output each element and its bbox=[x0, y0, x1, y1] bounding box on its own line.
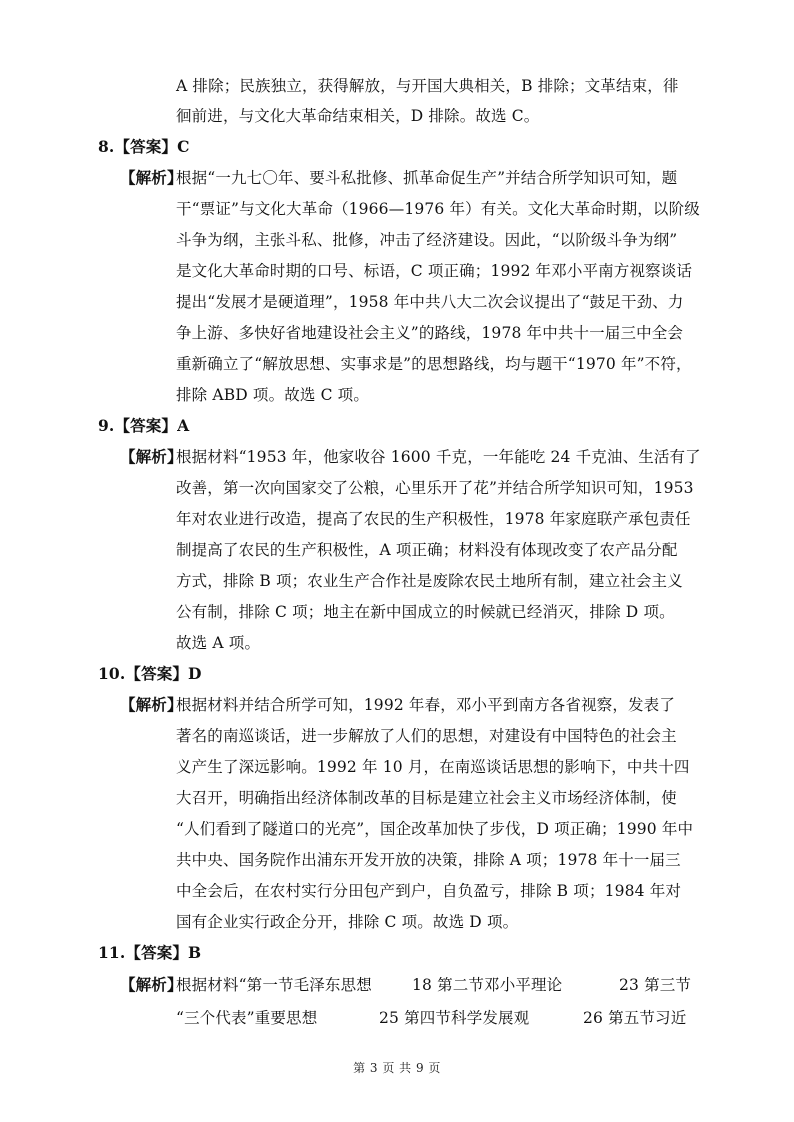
answer-heading-10 bbox=[98, 664, 202, 684]
page-footer: 第 3 页 共 9 页 bbox=[353, 1061, 441, 1075]
answer-heading-8 bbox=[98, 137, 190, 157]
text-line: A 排除；民族独立，获得解放，与开国大典相关，B 排除；文革结束，徘 bbox=[176, 77, 679, 95]
analysis-line: 方式，排除 B 项；农业生产合作社是废除农民土地所有制，建立社会主义 bbox=[176, 572, 683, 590]
analysis-cell: 18 第二节邓小平理论 bbox=[412, 976, 563, 994]
analysis-cell: 23 第三节 bbox=[619, 976, 692, 994]
analysis-cell: 根据材料“第一节毛泽东思想 bbox=[176, 976, 372, 994]
answer-heading-9 bbox=[98, 416, 189, 436]
analysis-line: 年对农业进行改造，提高了农民的生产积极性，1978 年家庭联产承包责任 bbox=[176, 510, 691, 528]
analysis-line: 斗争为纲，主张斗私、批修，冲击了经济建设。因此，“以阶级斗争为纲” bbox=[176, 231, 678, 249]
answer-value: A bbox=[177, 416, 190, 435]
analysis-line: 是文化大革命时期的口号、标语，C 项正确；1992 年邓小平南方视察谈话 bbox=[176, 262, 693, 280]
answer-value: D bbox=[188, 664, 202, 683]
analysis-line: 改善，第一次向国家交了公粮，心里乐开了花”并结合所学知识可知，1953 bbox=[176, 479, 694, 497]
text-line: 徊前进，与文化大革命结束相关，D 排除。故选 C。 bbox=[176, 107, 540, 125]
answer-tag: 【答案】 bbox=[114, 137, 178, 156]
analysis-cell: “三个代表”重要思想 bbox=[176, 1009, 318, 1027]
analysis-line: 干“票证”与文化大革命（1966—1976 年）有关。文化大革命时期，以阶级 bbox=[176, 200, 700, 218]
answer-tag: 【答案】 bbox=[125, 664, 189, 683]
analysis-line: 公有制，排除 C 项；地主在新中国成立的时候就已经消灭，排除 D 项。 bbox=[176, 603, 675, 621]
analysis-line: 著名的南巡谈话，进一步解放了人们的思想，对建设有中国特色的社会主 bbox=[176, 727, 677, 745]
analysis-line: 大召开，明确指出经济体制改革的目标是建立社会主义市场经济体制，使 bbox=[176, 789, 677, 807]
analysis-line: 义产生了深远影响。1992 年 10 月，在南巡谈话思想的影响下，中共十四 bbox=[176, 758, 690, 776]
analysis-line: 故选 A 项。 bbox=[176, 634, 261, 652]
analysis-line: 中全会后，在农村实行分田包产到户，自负盈亏，排除 B 项；1984 年对 bbox=[176, 882, 682, 900]
analysis-line: 排除 ABD 项。故选 C 项。 bbox=[176, 386, 369, 404]
analysis-line: 根据材料并结合所学可知，1992 年春，邓小平到南方各省视察，发表了 bbox=[176, 696, 675, 714]
answer-heading-11 bbox=[98, 943, 201, 963]
question-number: 11. bbox=[98, 943, 126, 962]
analysis-line: 根据“一九七〇年、要斗私批修、抓革命促生产”并结合所学知识可知，题 bbox=[176, 169, 678, 187]
answer-value: B bbox=[188, 943, 202, 962]
analysis-cell: 25 第四节科学发展观 bbox=[379, 1009, 530, 1027]
answer-value: C bbox=[177, 137, 190, 156]
analysis-line: 提出“发展才是硬道理”，1958 年中共八大二次会议提出了“鼓足干劲、力 bbox=[176, 293, 684, 311]
analysis-line: “人们看到了隧道口的光亮”，国企改革加快了步伐，D 项正确；1990 年中 bbox=[176, 820, 694, 838]
analysis-line: 共中央、国务院作出浦东开发开放的决策，排除 A 项；1978 年十一届三 bbox=[176, 851, 681, 869]
answer-tag: 【答案】 bbox=[125, 943, 189, 962]
question-number: 9. bbox=[98, 416, 115, 435]
analysis-line: 争上游、多快好省地建设社会主义”的路线，1978 年中共十一届三中全会 bbox=[176, 324, 684, 342]
answer-tag: 【答案】 bbox=[114, 416, 178, 435]
analysis-tag: 【解析】 bbox=[120, 168, 183, 187]
analysis-cell: 26 第五节习近 bbox=[583, 1009, 687, 1027]
analysis-tag: 【解析】 bbox=[120, 975, 183, 994]
analysis-line: 根据材料“1953 年，他家收谷 1600 千克，一年能吃 24 千克油、生活有了 bbox=[176, 448, 701, 466]
analysis-line: 重新确立了“解放思想、实事求是”的思想路线，均与题干“1970 年”不符， bbox=[176, 355, 692, 373]
analysis-line: 制提高了农民的生产积极性，A 项正确；材料没有体现改变了农产品分配 bbox=[176, 541, 678, 559]
analysis-line: 国有企业实行政企分开，排除 C 项。故选 D 项。 bbox=[176, 913, 519, 931]
question-number: 8. bbox=[98, 137, 115, 156]
analysis-tag: 【解析】 bbox=[120, 695, 183, 714]
question-number: 10. bbox=[98, 664, 126, 683]
analysis-tag: 【解析】 bbox=[120, 447, 183, 466]
